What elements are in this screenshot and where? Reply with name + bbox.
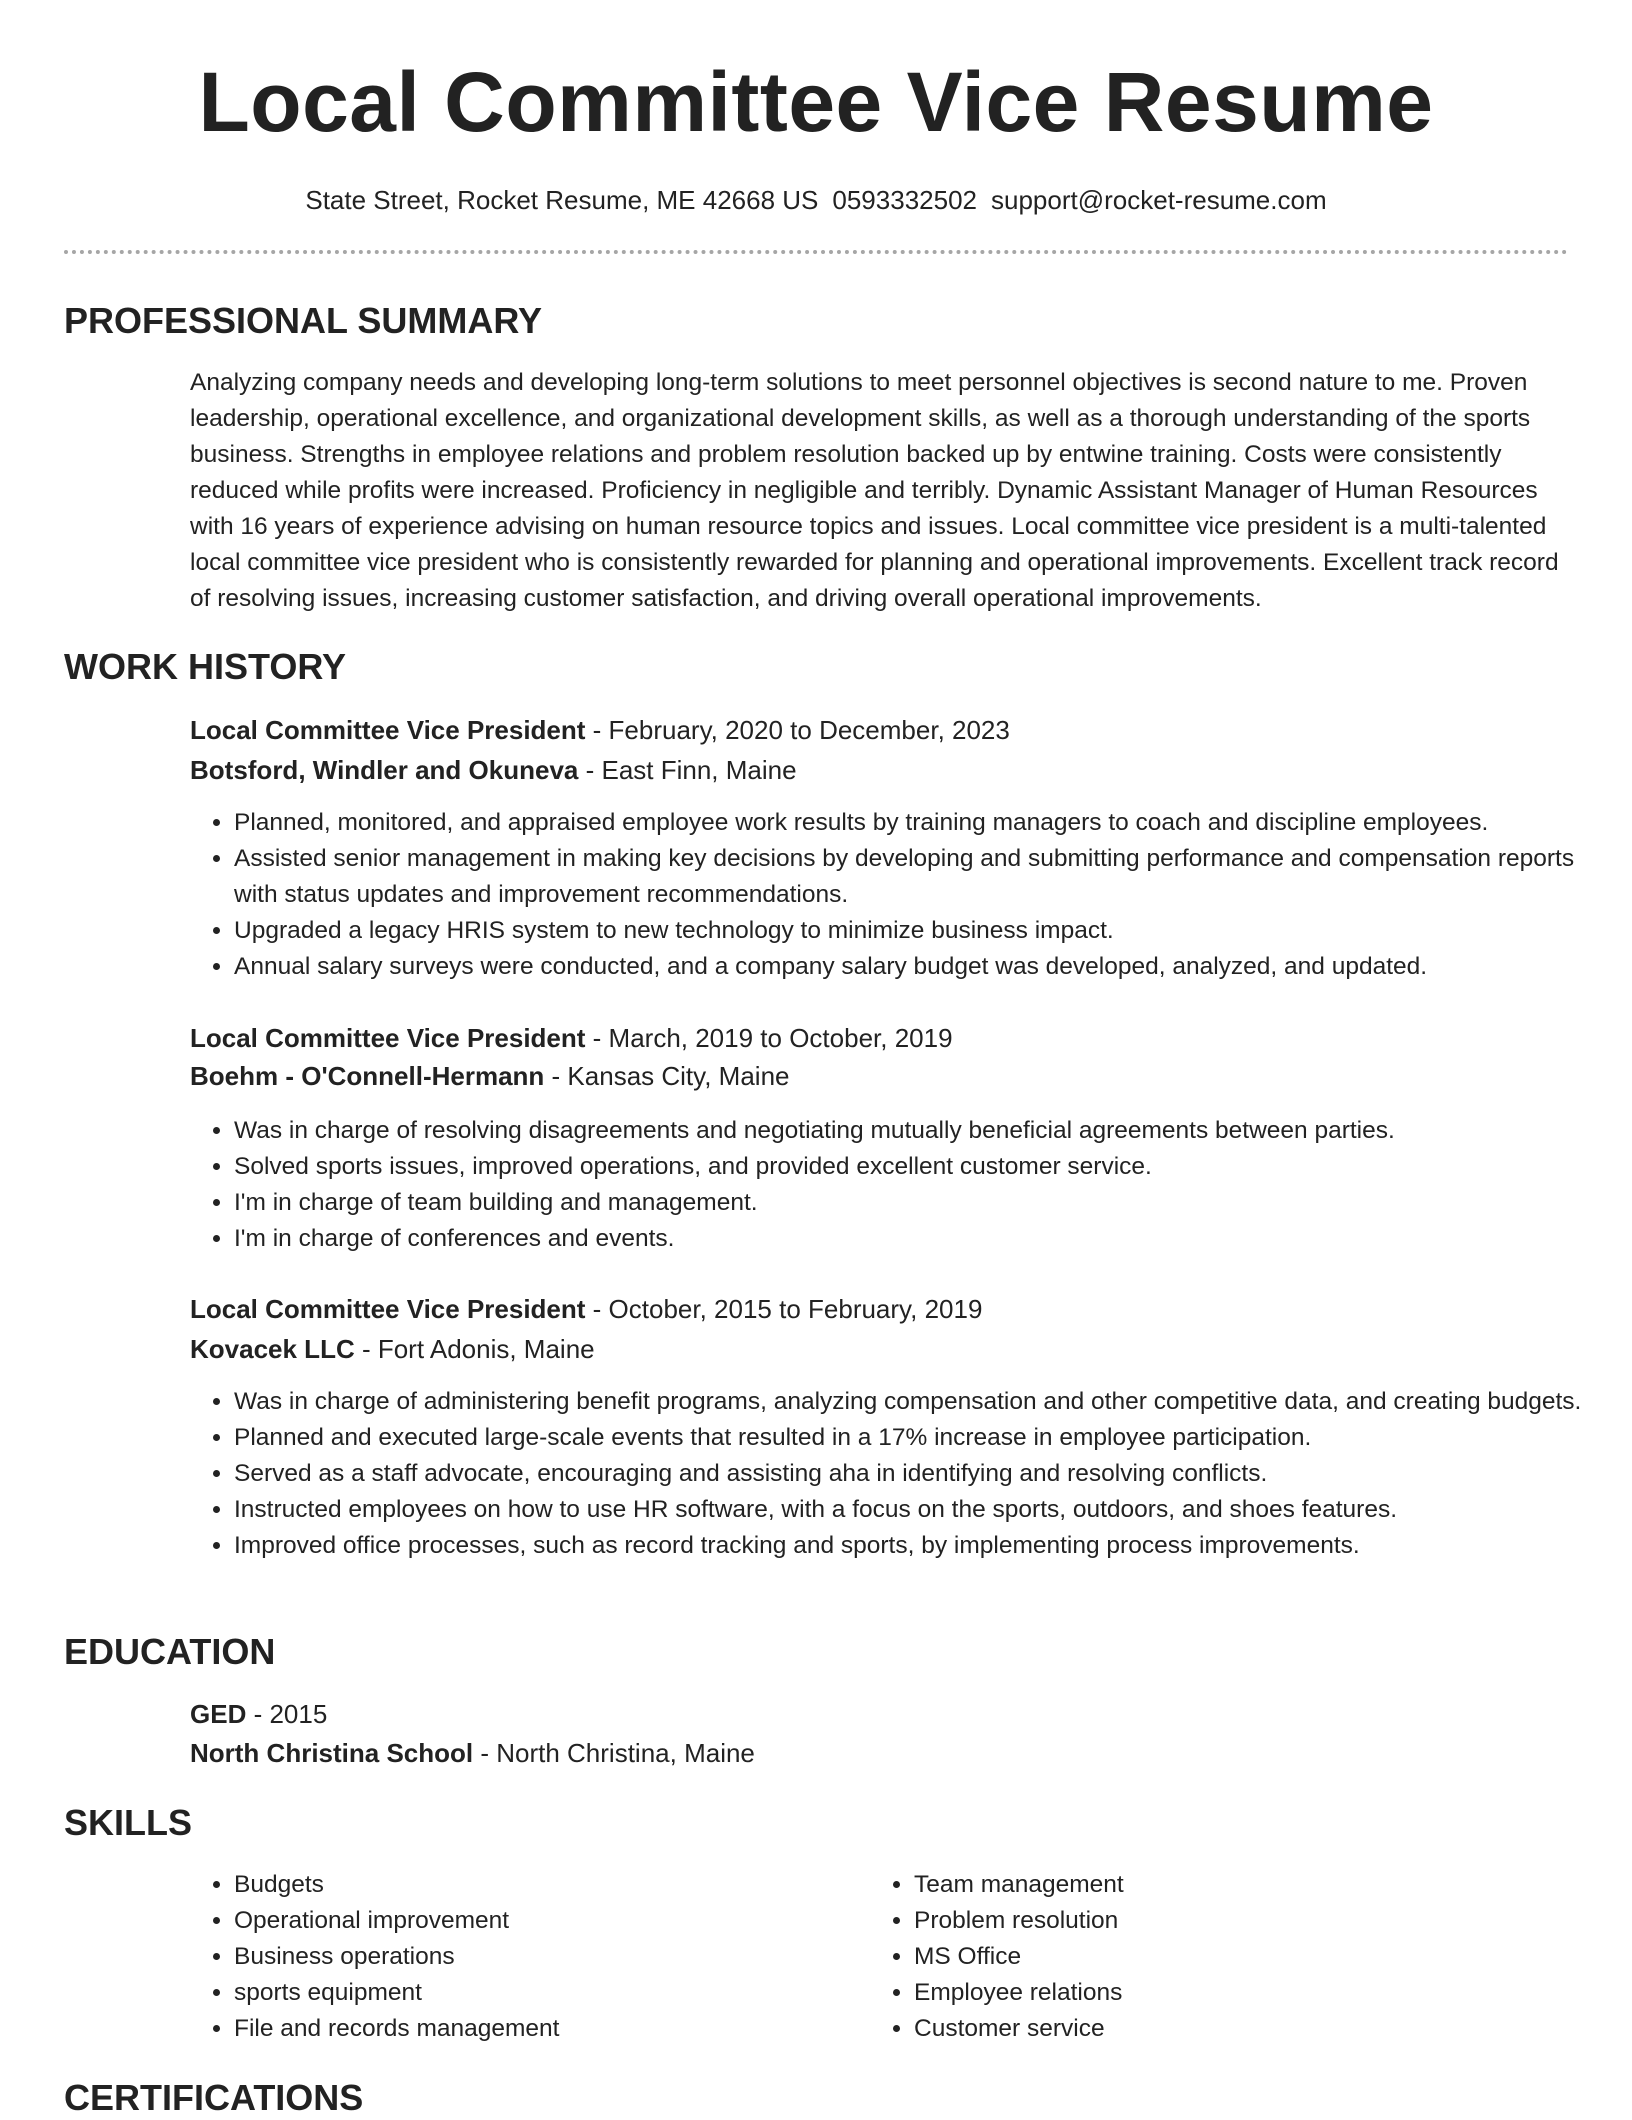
job-2-title-line <box>190 1020 953 1056</box>
contact-email: support@rocket-resume.com <box>991 185 1327 215</box>
job-1-title: Local Committee Vice President <box>190 715 586 745</box>
education-degree-line <box>190 1696 327 1732</box>
job-1-location: - East Finn, Maine <box>578 755 797 785</box>
list-item: • Planned and executed large-scale events that resulted in a 17% increase in employee participation. <box>234 1420 1619 1456</box>
contact-line <box>0 182 1632 218</box>
list-item: • Upgraded a legacy HRIS system to new technology to minimize business impact. <box>234 913 1619 949</box>
job-2-company: Boehm - O'Connell-Hermann <box>190 1061 545 1091</box>
skill-item: • File and records management <box>234 2011 794 2047</box>
list-item: • Solved sports issues, improved operations, and provided excellent customer service. <box>234 1149 1619 1185</box>
job-1-title-line <box>190 712 1010 748</box>
job-1-company-line <box>190 752 797 788</box>
job-3-company: Kovacek LLC <box>190 1334 355 1364</box>
education-year: - 2015 <box>246 1699 328 1729</box>
job-3-location: - Fort Adonis, Maine <box>354 1334 595 1364</box>
list-item: • Was in charge of resolving disagreements and negotiating mutually beneficial agreements between parties. <box>234 1113 1619 1149</box>
skill-item: • Problem resolution <box>914 1903 1474 1939</box>
education-school: North Christina School <box>190 1738 474 1768</box>
certifications-heading: CERTIFICATIONS <box>64 2077 364 2118</box>
list-item: • Was in charge of administering benefit programs, analyzing compensation and other competitive data, and creating budgets. <box>234 1384 1619 1420</box>
list-item: • Annual salary surveys were conducted, and a company salary budget was developed, analyzed, and updated. <box>234 949 1619 985</box>
skill-item: • MS Office <box>914 1939 1474 1975</box>
job-2-company-line <box>190 1058 790 1094</box>
summary-text: Analyzing company needs and developing long-term solutions to meet personnel objectives is second nature to me. Proven leadership, operational excellence, and organizational development skills, as well as a thorough understanding of the sports business. Strengths in employee relations and problem resolution backed up by entwine training. Costs were consistently reduced while profits were increased. Proficiency in negligible and terribly. Dynamic Assistant Manager of Human Resources with 16 years of experience advising on human resource topics and issues. Local committee vice president is a multi-talented local committee vice president who is consistently rewarded for planning and operational improvements. Excellent track record of resolving issues, increasing customer satisfaction, and driving overall operational improvements. <box>190 369 1559 612</box>
work-history-heading: WORK HISTORY <box>64 646 347 687</box>
job-2-dates: - March, 2019 to October, 2019 <box>585 1023 953 1053</box>
skill-item: • Operational improvement <box>234 1903 794 1939</box>
skill-item: • Budgets <box>234 1867 794 1903</box>
resume-title: Local Committee Vice Resume <box>198 55 1434 149</box>
job-1-bullets <box>190 805 1619 985</box>
contact-address: State Street, Rocket Resume, ME 42668 US <box>305 185 819 215</box>
header-divider <box>64 250 1568 254</box>
skills-list-left <box>190 1867 794 2047</box>
skill-item: • Customer service <box>914 2011 1474 2047</box>
skill-item: • Team management <box>914 1867 1474 1903</box>
job-3-title: Local Committee Vice President <box>190 1294 586 1324</box>
job-1-company: Botsford, Windler and Okuneva <box>190 755 579 785</box>
skill-item: • Business operations <box>234 1939 794 1975</box>
education-school-line <box>190 1735 755 1771</box>
summary-heading: PROFESSIONAL SUMMARY <box>64 300 543 341</box>
contact-phone: 0593332502 <box>832 185 977 215</box>
job-2-bullets <box>190 1113 1619 1257</box>
list-item: • Improved office processes, such as record tracking and sports, by implementing process improvements. <box>234 1528 1619 1564</box>
list-item: • I'm in charge of team building and management. <box>234 1185 1619 1221</box>
list-item: • I'm in charge of conferences and events. <box>234 1221 1619 1257</box>
job-3-dates: - October, 2015 to February, 2019 <box>585 1294 983 1324</box>
list-item: • Assisted senior management in making key decisions by developing and submitting performance and compensation reports with status updates and improvement recommendations. <box>234 841 1619 913</box>
job-2-title: Local Committee Vice President <box>190 1023 586 1053</box>
skills-list-right <box>870 1867 1474 2047</box>
job-3-bullets <box>190 1384 1619 1564</box>
education-heading: EDUCATION <box>64 1631 276 1672</box>
list-item: • Instructed employees on how to use HR software, with a focus on the sports, outdoors, and shoes features. <box>234 1492 1619 1528</box>
skill-item: • sports equipment <box>234 1975 794 2011</box>
list-item: • Served as a staff advocate, encouraging and assisting aha in identifying and resolving conflicts. <box>234 1456 1619 1492</box>
skills-heading: SKILLS <box>64 1802 193 1843</box>
education-location: - North Christina, Maine <box>473 1738 755 1768</box>
list-item: • Planned, monitored, and appraised employee work results by training managers to coach and discipline employees. <box>234 805 1619 841</box>
job-3-title-line <box>190 1291 982 1327</box>
education-degree: GED <box>190 1699 247 1729</box>
skill-item: • Employee relations <box>914 1975 1474 2011</box>
job-2-location: - Kansas City, Maine <box>544 1061 790 1091</box>
job-3-company-line <box>190 1331 595 1367</box>
job-1-dates: - February, 2020 to December, 2023 <box>585 715 1010 745</box>
